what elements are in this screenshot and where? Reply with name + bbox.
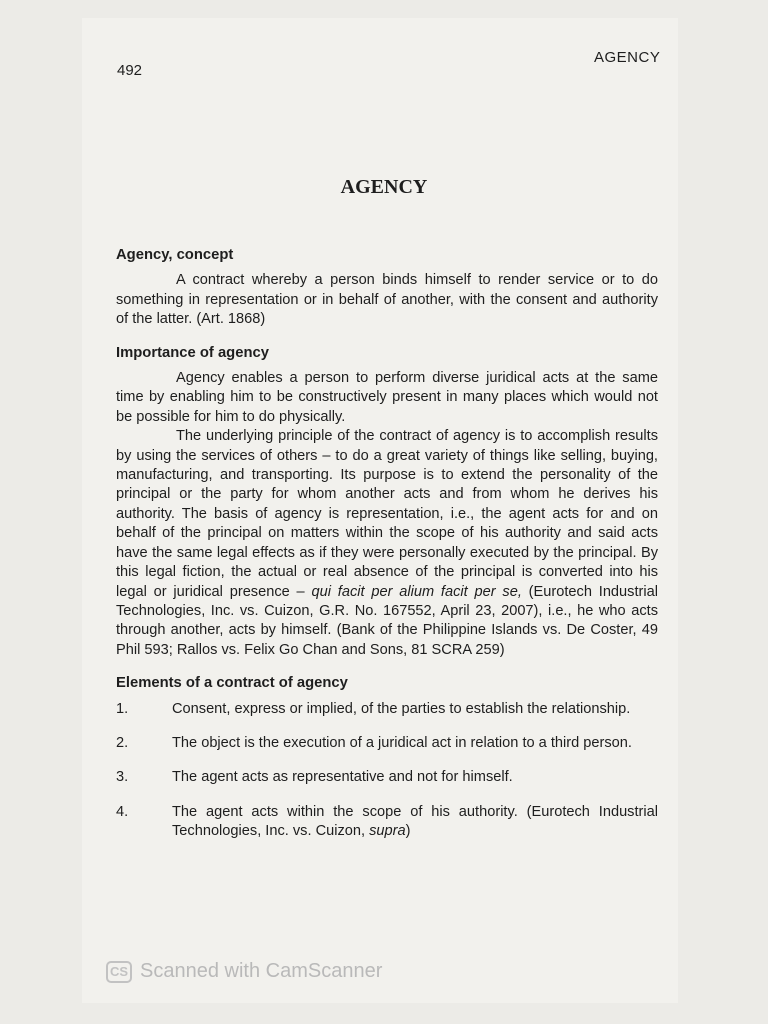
- camscanner-icon: CS: [106, 961, 132, 983]
- list-item: [116, 700, 658, 719]
- list-item: [116, 803, 658, 842]
- list-item-text: [172, 803, 658, 842]
- watermark-text: Scanned with CamScanner: [140, 960, 383, 982]
- section-heading-concept: Agency, concept: [116, 247, 234, 263]
- importance-paragraph-2: [116, 427, 658, 660]
- list-item-text: Consent, express or implied, of the parties to establish the relationship.: [172, 700, 631, 717]
- scanner-watermark: [106, 960, 382, 983]
- list-item-number: 1.: [116, 700, 129, 717]
- list-item: [116, 768, 658, 787]
- list-item-number: 4.: [116, 803, 129, 820]
- concept-paragraph: A contract whereby a person binds himself to render service or to do something in representation or in behalf of another, with the consent and authority of the latter. (Art. 1868): [116, 272, 658, 328]
- section-heading-importance: Importance of agency: [116, 344, 269, 361]
- list-item-number: 3.: [116, 769, 129, 786]
- importance-paragraph-1: Agency enables a person to perform diverse juridical acts at the same time by enabling him to be constructively present in many places which would not be possible for him to do physically.: [116, 370, 658, 425]
- list-item-text: The object is the execution of a juridical act in relation to a third person.: [172, 734, 632, 751]
- importance-paragraph-2-part-1: The underlying principle of the contract of agency is to accomplish results by using the services of others – to do a great variety of things like selling, buying, manufacturing, and transporting. Its purpose is to extend the personality of the principal or the party for whom another acts and from whom he derives his authority. The basis of agency is representation, i.e., the agent acts for and on behalf of the principal on matters within the scope of his authority and said acts have the same legal effects as if they were personally executed by the principal. By this legal fiction, the actual or real absence of the principal is converted into his legal or juridical presence –: [116, 428, 658, 600]
- list-item-number: 2.: [116, 734, 129, 751]
- page-number: 492: [117, 62, 143, 79]
- latin-maxim: qui facit per alium facit per se,: [311, 583, 522, 600]
- list-item-text: The agent acts as representative and not for himself.: [172, 769, 513, 786]
- running-title: AGENCY: [594, 49, 661, 66]
- page-content: [116, 246, 658, 857]
- list-item-text-italic: supra: [369, 823, 406, 840]
- section-heading-elements: Elements of a contract of agency: [116, 675, 348, 692]
- list-item-text-part-1: The agent acts within the scope of his authority. (Eurotech Industrial Technologies, Inc. vs. Cuizon,: [172, 803, 658, 840]
- importance-paragraph-2-part-2: (Eurotech Industrial Technologies, Inc. vs. Cuizon, G.R. No. 167552, April 23, 2007), i.e., he who acts through another, acts by himself. (Bank of the Philippine Islands vs. De Coster, 49 Phil 593; Rallos vs. Felix Go Chan and Sons, 81 SCRA 259): [116, 583, 658, 658]
- list-item-text-part-2: ): [405, 823, 411, 840]
- page-title: AGENCY: [340, 176, 428, 198]
- elements-list: [116, 700, 658, 842]
- list-item: [116, 734, 658, 753]
